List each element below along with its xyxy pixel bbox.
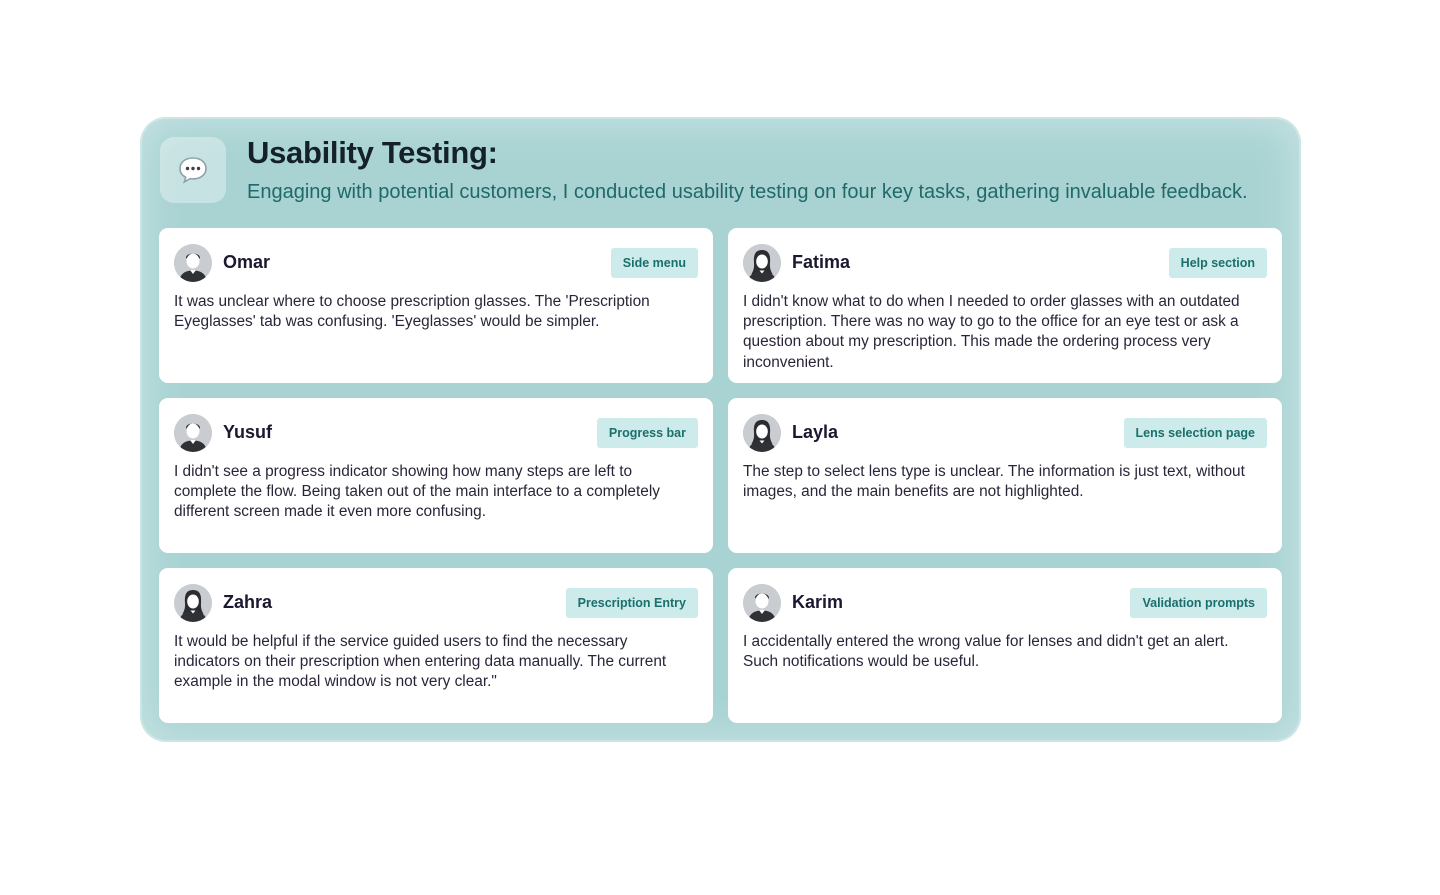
participant-name: Layla <box>792 422 839 442</box>
male-avatar-icon <box>174 244 212 282</box>
topic-tag: Side menu <box>611 248 698 278</box>
feedback-text: It was unclear where to choose prescription glasses. The 'Prescription Eyeglasses' tab was confusing. 'Eyeglasses' would be simpler. <box>174 293 650 331</box>
topic-tag: Lens selection page <box>1124 418 1267 448</box>
female-avatar-icon <box>743 414 781 452</box>
card-header <box>743 413 1267 452</box>
usability-testing-panel <box>140 117 1301 742</box>
female-avatar-icon <box>174 584 212 622</box>
feedback-card <box>728 568 1282 723</box>
feedback-text: It would be helpful if the service guided users to find the necessary indicators on their prescription when entering data manually. The current example in the modal window is not very clear." <box>174 633 667 691</box>
card-header <box>743 243 1267 282</box>
topic-tag: Help section <box>1169 248 1267 278</box>
card-header <box>743 583 1267 622</box>
speech-bubble-icon <box>160 137 226 203</box>
participant-name: Karim <box>792 592 844 612</box>
page-subtitle: Engaging with potential customers, I conducted usability testing on four key tasks, gathering invaluable feedback. <box>247 181 1248 203</box>
feedback-text: I didn't see a progress indicator showing how many steps are left to complete the flow. Being taken out of the main interface to a completely different screen made it even more confusing. <box>174 463 660 521</box>
topic-tag: Prescription Entry <box>566 588 698 618</box>
feedback-card <box>159 398 713 553</box>
female-avatar-icon <box>743 244 781 282</box>
feedback-text: I accidentally entered the wrong value for lenses and didn't get an alert. Such notifications would be useful. <box>743 633 1229 671</box>
card-header <box>174 413 698 452</box>
feedback-card <box>728 398 1282 553</box>
page-title: Usability Testing: <box>247 135 498 170</box>
male-avatar-icon <box>743 584 781 622</box>
feedback-card <box>159 228 713 383</box>
topic-tag: Validation prompts <box>1130 588 1267 618</box>
card-header <box>174 243 698 282</box>
feedback-text: The step to select lens type is unclear. The information is just text, without images, and the main benefits are not highlighted. <box>743 463 1245 501</box>
participant-name: Fatima <box>792 252 851 272</box>
feedback-card <box>159 568 713 723</box>
feedback-card <box>728 228 1282 383</box>
feedback-grid <box>159 228 1282 723</box>
participant-name: Yusuf <box>223 422 273 442</box>
topic-tag: Progress bar <box>597 418 698 448</box>
male-avatar-icon <box>174 414 212 452</box>
card-header <box>174 583 698 622</box>
participant-name: Omar <box>223 252 271 272</box>
feedback-text: I didn't know what to do when I needed to order glasses with an outdated prescription. There was no way to go to the office for an eye test or ask a question about my prescription. This made the ordering process very inconvenient. <box>743 293 1240 371</box>
participant-name: Zahra <box>223 592 273 612</box>
